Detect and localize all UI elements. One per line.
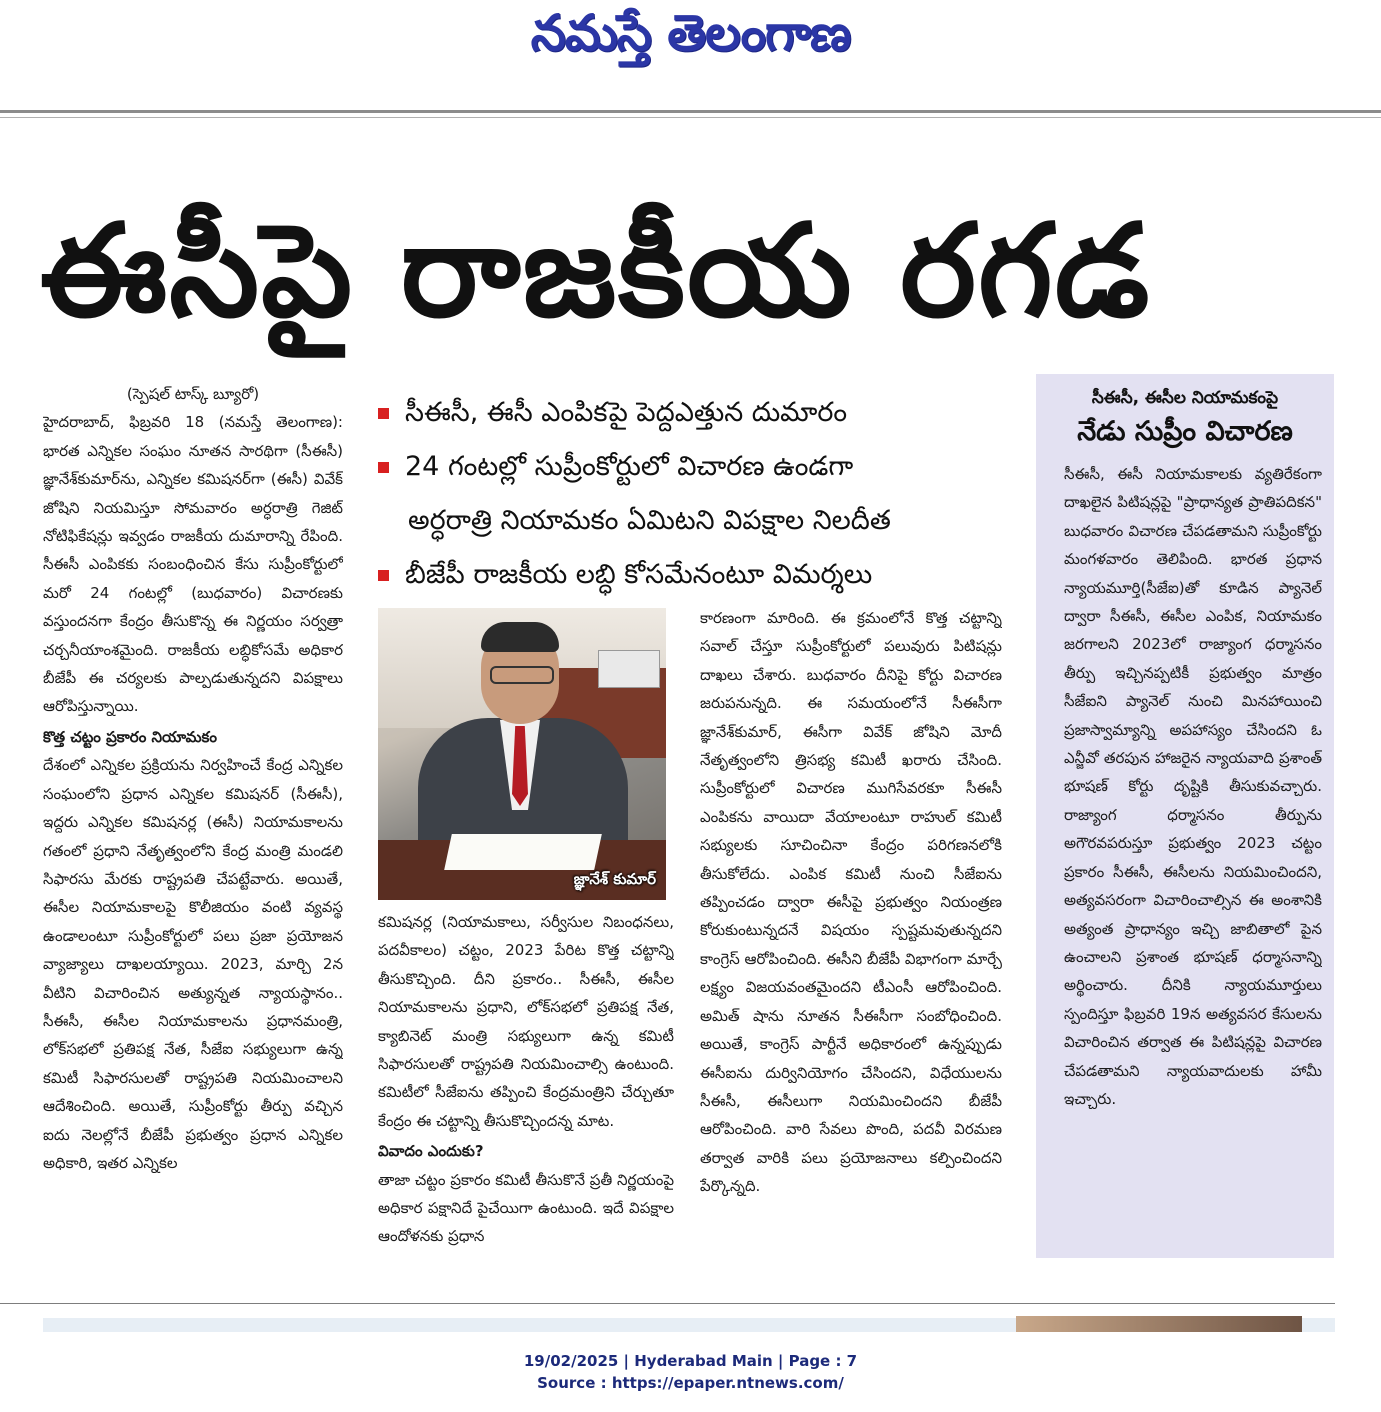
sidebar-body: సీఈసీ, ఈసీ నియామకాలకు వ్యతిరేకంగా దాఖలైన పిటిషన్లపై "ప్రాధాన్యత ప్రాతిపదికన" బుధవారం విచారణ చేపడతామని సుప్రీంకోర్టు మంగళవారం తెలిపింది. భారత ప్రధాన న్యాయమూర్తి(సీజేఐ)తో కూడిన ప్యానెల్ ద్వారా సీఈసీ, ఈసీల ఎంపిక, నియామకం జరగాలని 2023లో రాజ్యాంగ ధర్మాసనం తీర్పు ఇచ్చినప్పటికీ ప్రభుత్వం మాత్రం సీజేఐని ప్యానెల్ నుంచి మినహాయించి ప్రజాస్వామ్యాన్ని అపహాస్యం చేసిందని ఓ ఎన్జీవో తరపున హాజరైన న్యాయవాది ప్రశాంత్ భూషణ్ కోర్టు దృష్టికి తీసుకువచ్చారు. రాజ్యాంగ ధర్మాసనం తీర్పును అగౌరవపరుస్తూ ప్రభుత్వం 2023 చట్టం ప్రకారం సీఈసీ, ఈసీలను నియమించిందని, అత్యవసరంగా విచారించాల్సిన ఈ అంశానికి అత్యంత ప్రాధాన్యం ఇచ్చి జాబితాలో పైన ఉంచాలని ప్రశాంత భూషణ్ ధర్మాసనాన్ని అర్థించారు. దీనికి న్యాయమూర్తులు స్పందిస్తూ ఫిబ్రవరి 19న అత్యవసర కేసులను విచారించిన తర్వాత ఈ పిటిషన్లపై విచారణ చేపడతామని న్యాయవాదులకు హామీ ఇచ్చారు.	[1064, 465, 1322, 1108]
footer-source-link[interactable]: Source : https://epaper.ntnews.com/	[537, 1374, 844, 1392]
bullet-square-icon	[378, 570, 389, 581]
photo-printer	[598, 650, 660, 688]
sidebar-title: నేడు సుప్రీం విచారణ	[1077, 416, 1293, 447]
article-photo	[378, 608, 666, 900]
sidebar-box	[1036, 374, 1334, 1258]
photo-paper	[444, 834, 602, 870]
photo-person-glasses	[490, 666, 554, 684]
subheadline-item: సీఈసీ, ఈసీ ఎంపికపై పెద్దఎత్తున దుమారం	[378, 386, 1018, 440]
masthead-rule-thin	[0, 117, 1381, 118]
subheadline-continuation: అర్ధరాత్రి నియామకం ఏమిటని విపక్షాల నిలదీత	[408, 505, 891, 536]
article-column-2	[378, 908, 674, 1280]
page-footer	[0, 1350, 1381, 1394]
subheadline-item: 24 గంటల్లో సుప్రీంకోర్టులో విచారణ ఉండగా	[378, 440, 1018, 494]
byline: (స్పెషల్ టాస్క్ బ్యూరో)	[126, 385, 260, 403]
subheadline-item: బీజేపీ రాజకీయ లబ్ధి కోసమేనంటూ విమర్శలు	[378, 548, 1018, 602]
next-article-photo-edge	[1016, 1316, 1302, 1332]
main-headline: ఈసీపై రాజకీయ రగడ	[40, 197, 1152, 346]
bottom-rule	[0, 1303, 1335, 1304]
article-paragraph: దేశంలో ఎన్నికల ప్రక్రియను నిర్వహించే కేంద్ర ఎన్నికల సంఘంలోని ప్రధాన ఎన్నికల కమిషనర్ (సీఈసీ), ఇద్దరు ఎన్నికల కమిషనర్ల (ఈసీ) నియామకాలను గతంలో ప్రధాని నేతృత్వంలోని కేంద్ర మంత్రి మండలి సిఫారసు మేరకు రాష్ట్రపతి చేపట్టేవారు. అయితే, ఈసీల నియామకాలపై కొలీజియం వంటి వ్యవస్థ ఉండాలంటూ సుప్రీంకోర్టులో పలు ప్రజా ప్రయోజన వ్యాజ్యాలు దాఖలయ్యాయి. 2023, మార్చి 2న వీటిని విచారించిన అత్యున్నత న్యాయస్థానం.. సీఈసీ, ఈసీల నియామకాలను ప్రధానమంత్రి, లోక్‌సభలో ప్రతిపక్ష నేత, సీజేఐ సభ్యులుగా ఉన్న కమిటీ సిఫారసులతో రాష్ట్రపతి నియమించాలని ఆదేశించింది. అయితే, సుప్రీంకోర్టు తీర్పు వచ్చిన ఐదు నెలల్లోనే బీజేపీ ప్రభుత్వం ప్రధాన ఎన్నికల అధికారి, ఇతర ఎన్నికల	[43, 756, 343, 1172]
masthead	[0, 0, 1381, 78]
subheadline-list	[378, 386, 1018, 602]
article-column-1	[43, 380, 343, 1280]
masthead-rule	[0, 110, 1381, 113]
article-column-3	[700, 604, 1002, 1280]
article-subhead: కొత్త చట్టం ప్రకారం నియామకం	[43, 727, 217, 746]
article-paragraph: కమిషనర్ల (నియామకాలు, సర్వీసుల నిబంధనలు, పదవీకాలం) చట్టం, 2023 పేరిట కొత్త చట్టాన్ని తీసుకొచ్చింది. దీని ప్రకారం.. సీఈసీ, ఈసీల నియామకాలను ప్రధాని, లోక్‌సభలో ప్రతిపక్ష నేత, క్యాబినెట్ మంత్రి సభ్యులుగా ఉన్న కమిటీ సిఫారసులతో రాష్ట్రపతి నియమించాల్సి ఉంటుంది. కమిటీలో సీజేఐను తప్పించి కేంద్రమంత్రిని చేర్చుతూ కేంద్రం ఈ చట్టాన్ని తీసుకొచ్చిందన్న మాట.	[378, 913, 674, 1130]
newspaper-logo: నమస్తే తెలంగాణ	[530, 4, 851, 62]
article-paragraph: కారణంగా మారింది. ఈ క్రమంలోనే కొత్త చట్టాన్ని సవాల్ చేస్తూ సుప్రీంకోర్టులో పలువురు పిటిషన్లు దాఖలు చేశారు. బుధవారం దీనిపై కోర్టు విచారణ జరుపనున్నది. ఈ సమయంలోనే సీఈసీగా జ్ఞానేశ్‌కుమార్, ఈసీగా వివేక్ జోషిని మోదీ నేతృత్వంలోని త్రిసభ్య కమిటీ ఖరారు చేసింది. సుప్రీంకోర్టులో విచారణ ముగిసేవరకూ సీఈసీ ఎంపికను వాయిదా వేయాలంటూ రాహుల్ కమిటీ సభ్యులకు సూచించినా కేంద్రం పరిగణనలోకి తీసుకోలేదు. ఎంపిక కమిటీ నుంచి సీజేఐను తప్పించడం ద్వారా ఈసీపై ప్రభుత్వం నియంత్రణ కోరుకుంటున్నదనే విషయం స్పష్టమవుతున్నదని కాంగ్రెస్ ఆరోపించింది. ఈసీని బీజేపీ విభాగంగా మార్చే లక్ష్యం విజయవంతమైందని టీఎంసీ ఆరోపించింది. అమిత్ షాను నూతన సీఈసీగా సంబోధించింది. అయితే, కాంగ్రెస్ పార్టీనే అధికారంలో ఉన్నప్పుడు ఈసీఐను దుర్వినియోగం చేసిందని, విధేయులను సీఈసీ, ఈసీలుగా నియమించిందని బీజేపీ ఆరోపించింది. వారి సేవలు పొంది, పదవీ విరమణ తర్వాత వారికి పలు ప్రయోజనాలు కల్పించిందని పేర్కొన్నది.	[700, 609, 1002, 1196]
sidebar-kicker: సీఈసీ, ఈసీల నియామకంపై	[1091, 388, 1279, 408]
article-paragraph: తాజా చట్టం ప్రకారం కమిటీ తీసుకొనే ప్రతీ నిర్ణయంపై అధికార పక్షానిదే పైచేయిగా ఉంటుంది. ఇదే విపక్షాల ఆందోళనకు ప్రధాన	[378, 1170, 674, 1246]
footer-edition-info: 19/02/2025 | Hyderabad Main | Page : 7	[523, 1352, 858, 1370]
bullet-square-icon	[378, 408, 389, 419]
photo-person-hair	[481, 622, 559, 652]
photo-caption: జ్ఞానేశ్ కుమార్	[573, 870, 656, 888]
bullet-square-icon	[378, 462, 389, 473]
article-subhead: వివాదం ఎందుకు?	[378, 1142, 484, 1161]
article-paragraph: హైదరాబాద్, ఫిబ్రవరి 18 (నమస్తే తెలంగాణ): భారత ఎన్నికల సంఘం నూతన సారథిగా (సీఈసీ) జ్ఞానేశ్‌కుమార్‌ను, ఎన్నికల కమిషనర్‌గా (ఈసీ) వివేక్ జోషిని నియమిస్తూ సోమవారం అర్ధరాత్రి గెజిట్ నోటిఫికేషన్లు ఇవ్వడం రాజకీయ దుమారాన్ని రేపింది. సీఈసీ ఎంపికకు సంబంధించిన కేసు సుప్రీంకోర్టులో మరో 24 గంటల్లో (బుధవారం) విచారణకు వస్తుందనగా కేంద్రం తీసుకొన్న ఈ నిర్ణయం సర్వత్రా చర్చనీయాంశమైంది. రాజకీయ లబ్ధికోసమే అధికార బీజేపీ ఈ చర్యలకు పాల్పడుతున్నదని విపక్షాలు ఆరోపిస్తున్నాయి.	[43, 413, 343, 716]
